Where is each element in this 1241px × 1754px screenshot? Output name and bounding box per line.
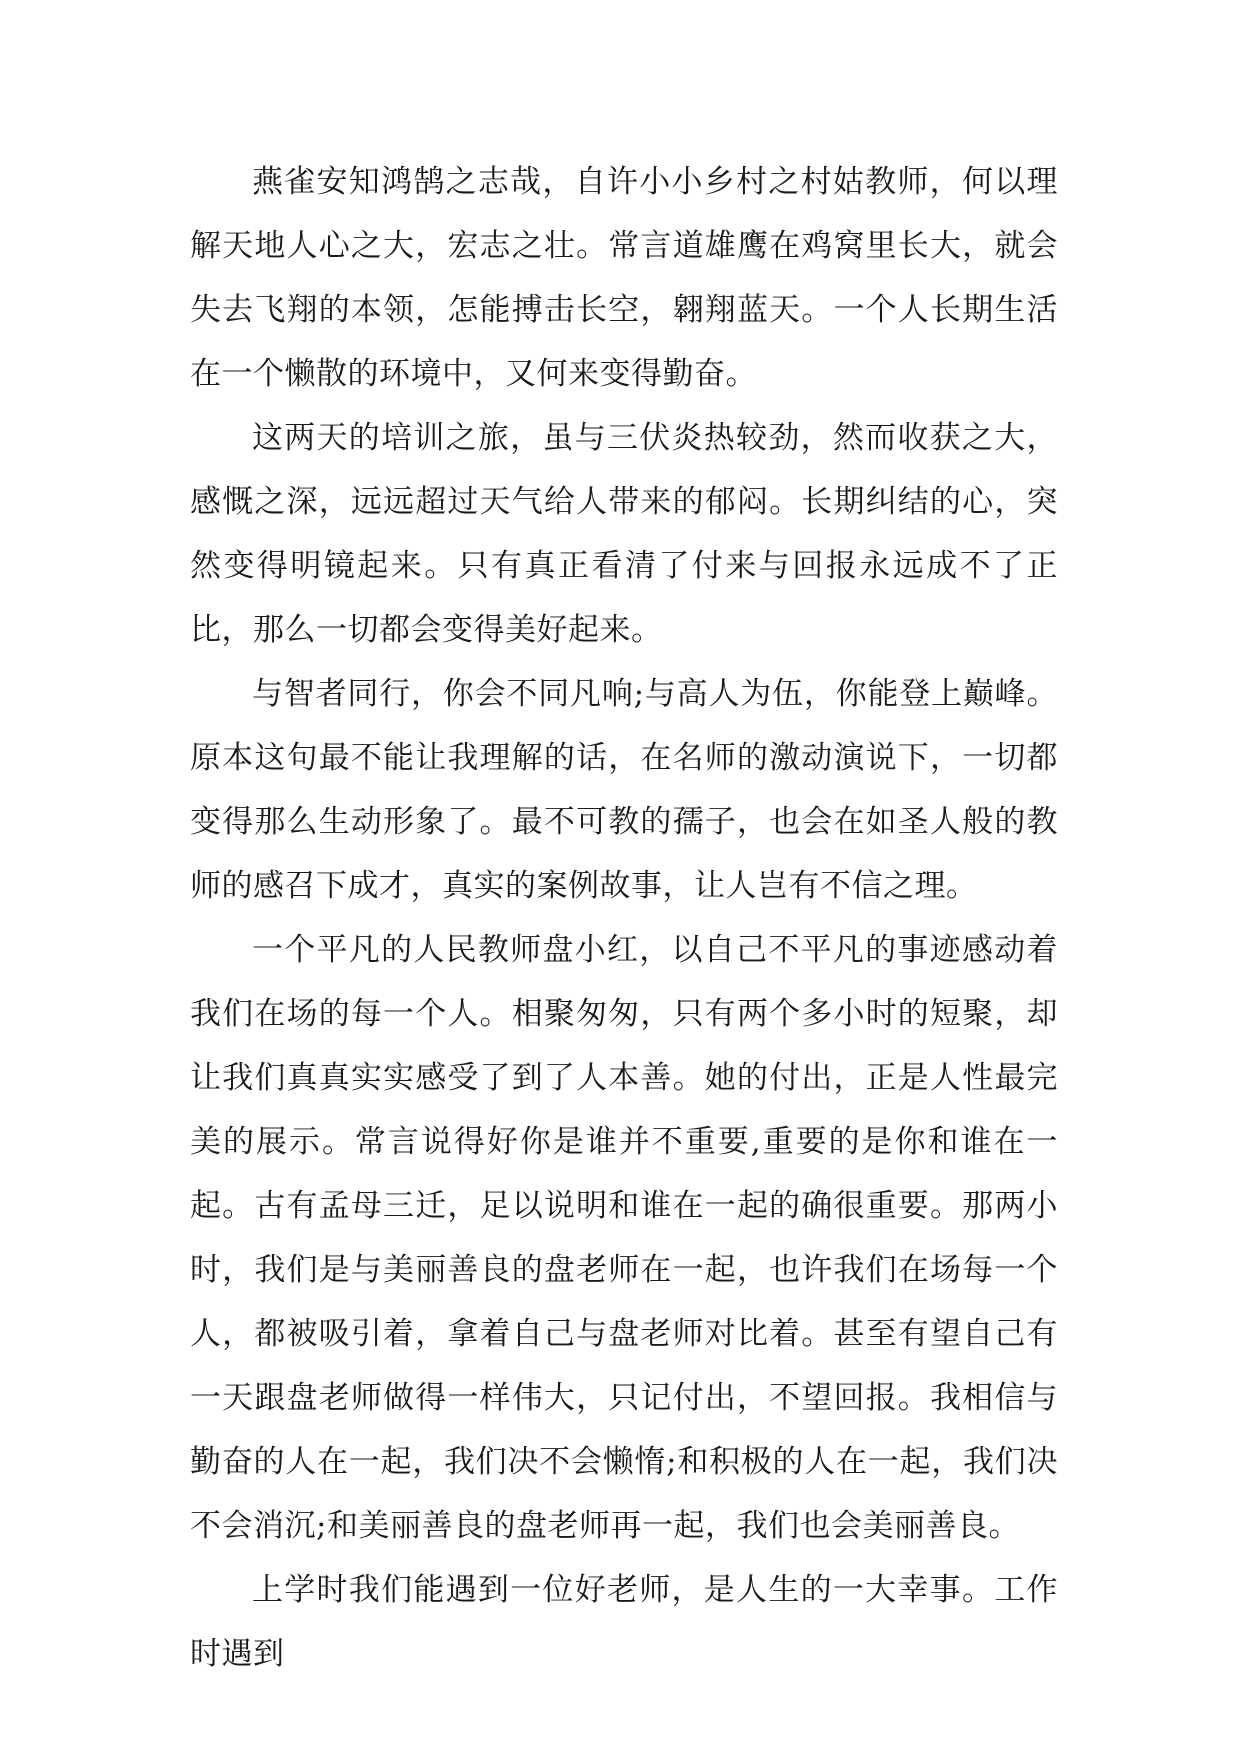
paragraph-1: 燕雀安知鸿鹄之志哉，自许小小乡村之村姑教师，何以理解天地人心之大，宏志之壮。常言道雄鹰在鸡窝里长大，就会失去飞翔的本领，怎能搏击长空，翱翔蓝天。一个人长期生活在一个懒散的环境中，又何来变得勤奋。: [190, 164, 1058, 392]
paragraph-2: 这两天的培训之旅，虽与三伏炎热较劲，然而收获之大，感慨之深，远远超过天气给人带来的郁闷。长期纠结的心，突然变得明镜起来。只有真正看清了付来与回报永远成不了正比，那么一切都会变得美好起来。: [190, 420, 1058, 648]
body-text: [190, 150, 1058, 1686]
paragraph-4: 一个平凡的人民教师盘小红，以自己不平凡的事迹感动着我们在场的每一个人。相聚匆匆，只有两个多小时的短聚，却让我们真真实实感受了到了人本善。她的付出，正是人性最完美的展示。常言说得好你是谁并不重要,重要的是你和谁在一起。古有孟母三迁，足以说明和谁在一起的确很重要。那两小时，我们是与美丽善良的盘老师在一起，也许我们在场每一个人，都被吸引着，拿着自己与盘老师对比着。甚至有望自己有一天跟盘老师做得一样伟大，只记付出，不望回报。我相信与勤奋的人在一起，我们决不会懒惰;和积极的人在一起，我们决不会消沉;和美丽善良的盘老师再一起，我们也会美丽善良。: [190, 932, 1058, 1544]
paragraph-5: 上学时我们能遇到一位好老师，是人生的一大幸事。工作时遇到: [190, 1572, 1058, 1672]
paragraph-3: 与智者同行，你会不同凡响;与高人为伍，你能登上巅峰。原本这句最不能让我理解的话，在名师的激动演说下，一切都变得那么生动形象了。最不可教的孺子，也会在如圣人般的教师的感召下成才，真实的案例故事，让人岂有不信之理。: [190, 676, 1058, 904]
